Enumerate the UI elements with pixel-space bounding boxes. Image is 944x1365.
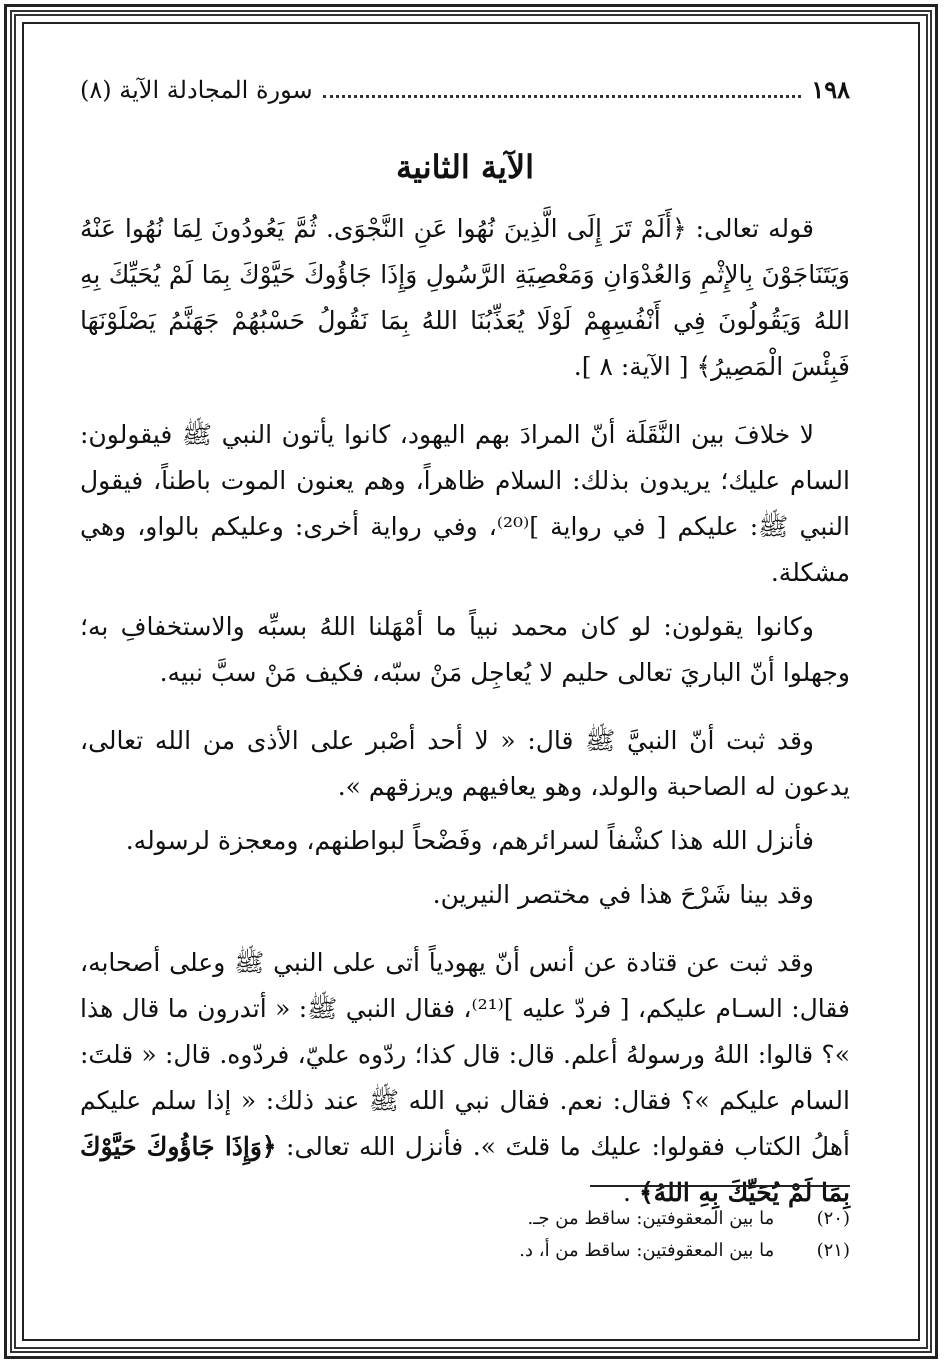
footnotes xyxy=(250,1185,850,1267)
paragraph-hadith-1: وقد ثبت أنّ النبيَّ ﷺ قال: « لا أحد أصْبر على الأذى من الله تعالى، يدعون له الصاحبة والولد، وهو يعافيهم ويرزقهم ». xyxy=(80,726,850,801)
paragraph-tafsir-1: لا خلافَ بين النَّقَلَة أنّ المرادَ بهم اليهود، كانوا يأتون النبي ﷺ فيقولون: السام عليك؛ يريدون بذلك: السلام ظاهراً، وهم يعنون الموت باطناً، فيقول النبي ﷺ: عليكم [ في رواية ]⁽²⁰⁾، وفي رواية أخرى: وعليكم بالواو، وهي مشكلة. xyxy=(80,420,850,587)
header-leader-dots xyxy=(323,81,802,98)
paragraph-reference: وقد بينا شَرْحَ هذا في مختصر النيرين. xyxy=(432,880,814,909)
paragraph-revelation: فأنزل الله هذا كشْفاً لسرائرهم، وفَضْحاً لبواطنهم، ومعجزة لرسوله. xyxy=(125,826,814,855)
page-body xyxy=(80,70,850,1216)
footnote-rule xyxy=(590,1185,850,1187)
quran-quote: ﴿وَإِذَا جَاؤُوكَ حَيَّوْكَ بِمَا لَمْ يُحَيِّكَ بِهِ اللهُ﴾ xyxy=(80,1132,850,1207)
hadith-2-text: وقد ثبت عن قتادة عن أنس أنّ يهودياً أتى على النبي ﷺ وعلى أصحابه، فقال: السـام عليكم، [ فردّ عليه ]⁽²¹⁾، فقال النبي ﷺ: « أتدرون ما قال هذا »؟ قالوا: اللهُ ورسولهُ أعلم. قال: قال كذا؛ ردّوه عليّ، فردّوه. قال: « قلتَ: السام عليكم »؟ فقال: نعم. فقال نبي الله ﷺ عند ذلك: « إذا سلم عليكم أهلُ الكتاب فقولوا: عليك ما قلتَ ». فأنزل الله تعالى: xyxy=(80,948,850,1161)
footnote-text: ما بين المعقوفتين: ساقط من جـ. xyxy=(527,1208,775,1229)
paragraph-tafsir-2: وكانوا يقولون: لو كان محمد نبياً ما أمْهَلنا اللهُ بسبِّه والاستخفافِ به؛ وجهلوا أنّ الباريَ تعالى حليم لا يُعاجِل مَنْ سبّه، فكيف مَنْ سبَّ نبيه. xyxy=(80,612,850,687)
footnote-20 xyxy=(250,1203,850,1235)
footnote-number: (٢٠) xyxy=(816,1208,850,1229)
section-heading: الآية الثانية xyxy=(395,148,535,186)
footnote-number: (٢١) xyxy=(816,1240,850,1261)
paragraph-end-mark: . xyxy=(623,1178,639,1207)
running-header xyxy=(80,70,850,110)
footnote-text: ما بين المعقوفتين: ساقط من أ، د. xyxy=(519,1240,775,1261)
paragraph-verse: قوله تعالى: ﴿أَلَمْ تَرَ إِلَى الَّذِينَ نُهُوا عَنِ النَّجْوَى. ثُمَّ يَعُودُونَ لِمَا نُهُوا عَنْهُ وَيَتَنَاجَوْنَ بِالإِثْمِ وَالعُدْوَانِ وَمَعْصِيَةِ الرَّسُولِ وَإِذَا جَاؤُوكَ حَيَّوْكَ بِمَا لَمْ يُحَيِّكَ بِهِ اللهُ وَيَقُولُونَ فِي أَنْفُسِهِمْ لَوْلَا يُعَذِّبُنَا اللهُ بِمَا نَقُولُ حَسْبُهُمْ جَهَنَّمُ يَصْلَوْنَهَا فَبِئْسَ الْمَصِيرُ﴾ [ الآية: ٨ ]. xyxy=(80,214,850,381)
running-title: سورة المجادلة الآية (٨) xyxy=(80,76,313,104)
footnote-21 xyxy=(250,1235,850,1267)
page-number: ١٩٨ xyxy=(811,75,850,104)
paragraph-hadith-2 xyxy=(80,940,850,1216)
